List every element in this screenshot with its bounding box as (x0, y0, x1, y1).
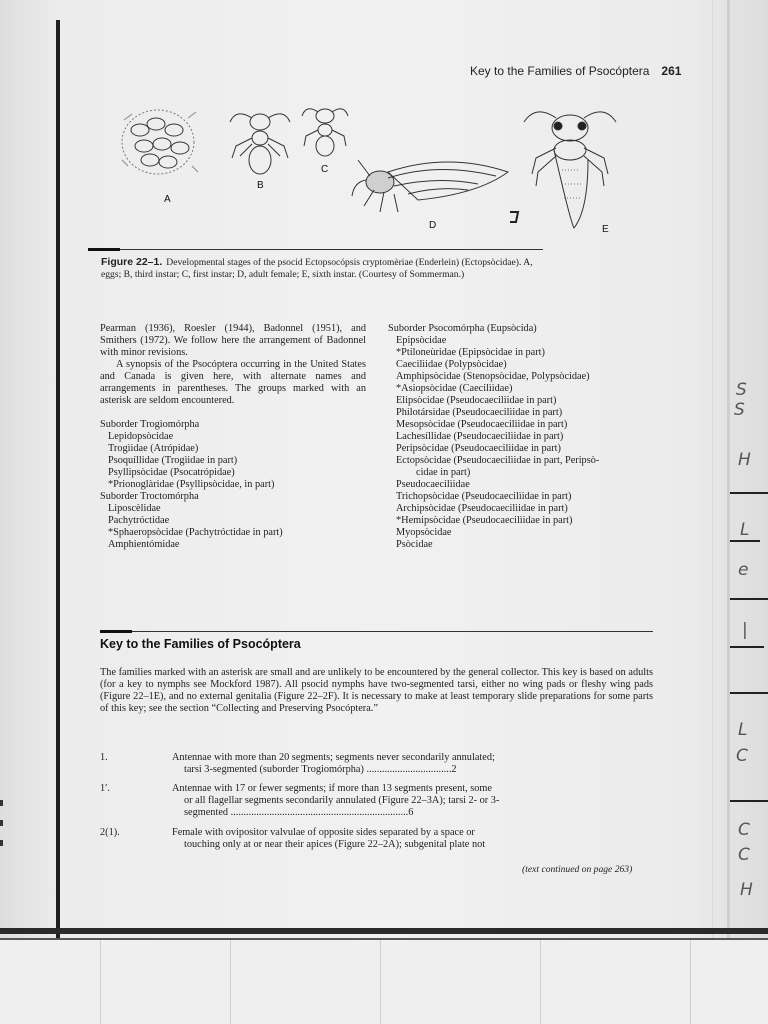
couplet-line: tarsi 3-segmented (suborder Trogiomórpha) .................................2 (184, 764, 457, 775)
sixth-instar-drawing (524, 112, 616, 228)
scanner-bed (0, 940, 768, 1024)
taxon-item: Liposcèlidae (108, 503, 161, 514)
key-section-rule-accent (100, 630, 132, 633)
left-column (100, 323, 366, 551)
continued-note: (text continued on page 263) (522, 864, 633, 875)
couplet-line: segmented .....................................................................6 (184, 807, 414, 818)
scale-mark (510, 212, 518, 222)
couplet-text (172, 783, 652, 819)
left-taxa-list (100, 419, 366, 551)
figure-22-1-illustration (118, 100, 648, 240)
key-section-heading: Key to the Families of Psocóptera (100, 637, 301, 651)
figure-label-a: A (164, 194, 171, 205)
taxon-item: Suborder Troctomórpha (100, 491, 199, 502)
taxon-item: Ectopsòcidae (Pseudocaecilìidae in part, Peripsò- (396, 455, 600, 466)
taxon-item: Myopsòcidae (396, 527, 452, 538)
figure-rule-accent (88, 248, 120, 251)
couplet-line: Female with ovipositor valvulae of opposite sides separated by a space or (172, 827, 475, 838)
figure-label-c: C (321, 164, 329, 175)
figure-caption-text: Developmental stages of the psocid Ectopsocópsis cryptomèriae (Enderlein) (Ectopsòcidae). A, eggs; B, third instar; C, first instar; D, adult female; E, sixth instar. (Courtesy of Sommerman.) (101, 257, 533, 280)
taxon-item: *Ptiloneùridae (Epipsòcidae in part) (396, 347, 545, 358)
taxon-item: Amphipsòcidae (Stenopsòcidae, Polypsòcidae) (396, 371, 590, 382)
couplet-number: 2(1). (100, 827, 120, 838)
taxon-item: Epipsòcidae (396, 335, 447, 346)
figure-caption (101, 256, 541, 281)
taxon-item: Pseudocaecilìidae (396, 479, 470, 490)
taxon-item: Trogìidae (Atrópidae) (108, 443, 199, 454)
taxon-item: Lachesíllidae (Pseudocaecilìidae in part) (396, 431, 564, 442)
taxon-item: Psoquíllidae (Trogìidae in part) (108, 455, 238, 466)
running-head-title: Key to the Families of Psocóptera (470, 64, 650, 78)
taxon-item: Caecilìidae (Polypsòcidae) (396, 359, 507, 370)
taxon-item: *Asiopsòcidae (Caecilìidae) (396, 383, 513, 394)
figure-rule (88, 249, 543, 250)
taxon-item: Psòcidae (396, 539, 433, 550)
couplet-line: Antennae with more than 20 segments; segments never secondarily annulated; (172, 752, 495, 763)
taxon-item: Archipsòcidae (Pseudocaecilìidae in part) (396, 503, 568, 514)
figure-number: Figure 22–1. (101, 256, 163, 268)
couplet-text (172, 752, 652, 776)
taxon-item: Mesopsòcidae (Pseudocaecilìidae in part) (396, 419, 568, 430)
key-intro-paragraph: The families marked with an asterisk are small and are unlikely to be encountered by the general collector. This key is based on adults (for a key to nymphs see Mockford 1987). All psocid nymphs have two-segmented tarsi, either no wing pads or fleshy wing pads (Figure 22–1E), and no external genitalia (Figure 22–2F). It is necessary to make at least temporary slide preparations for some parts of this key; see the section “Collecting and Preserving Psocóptera.” (100, 667, 653, 714)
first-instar-drawing (302, 109, 348, 156)
running-head (470, 64, 681, 78)
figure-label-b: B (257, 180, 264, 191)
right-column (388, 323, 688, 551)
taxon-item: Elipsòcidae (Pseudocaecilìidae in part) (396, 395, 557, 406)
taxon-item: Suborder Trogiomórpha (100, 419, 200, 430)
eggs-drawing (122, 110, 198, 174)
taxon-item: Trichopsòcidae (Pseudocaecilìidae in part) (396, 491, 572, 502)
page-number: 261 (661, 64, 682, 78)
left-paragraph-1: Pearman (1936), Roesler (1944), Badonnel (1951), and Smithers (1972). We follow here the arrangement of Badonnel with minor revisions. (100, 323, 366, 358)
couplet-line: touching only at or near their apices (Figure 22–2A); subgenital plate not (184, 839, 486, 850)
taxon-item: Peripsòcidae (Pseudocaecilìidae in part) (396, 443, 561, 454)
binding-marks (0, 800, 8, 880)
page-binding-edge (56, 20, 60, 942)
couplet-line: or all flagellar segments secondarily annulated (Figure 22–3A); tarsi 2- or 3- (184, 795, 500, 806)
taxon-item: Psyllipsòcidae (Psocatrópidae) (108, 467, 235, 478)
key-section-rule (100, 631, 653, 632)
scanner-bottom-edge (0, 928, 768, 934)
couplet-number: 1. (100, 752, 108, 763)
taxon-item: Amphientómidae (108, 539, 180, 550)
figure-label-e: E (602, 224, 609, 235)
page-edge-line (712, 0, 713, 1024)
taxon-item: Philotársidae (Pseudocaecilìidae in part) (396, 407, 563, 418)
taxon-item: cidae in part) (416, 467, 471, 478)
third-instar-drawing (230, 114, 290, 174)
taxon-item: *Prionoglàridae (Psyllipsòcidae, in part) (108, 479, 275, 490)
taxon-item: Pachytróctidae (108, 515, 170, 526)
couplet-line: Antennae with 17 or fewer segments; if more than 13 segments present, some (172, 783, 492, 794)
taxon-item: Lepidopsòcidae (108, 431, 174, 442)
margin-handwriting: S S H L e | L C C C H (730, 370, 768, 930)
figure-label-d: D (429, 220, 437, 231)
couplet-number: 1′. (100, 783, 110, 794)
adult-female-drawing (352, 160, 508, 212)
left-paragraph-2: A synopsis of the Psocóptera occurring in the United States and Canada is given here, with alternate names and arrangements in parentheses. The groups marked with an asterisk are seldom encountered. (100, 359, 366, 406)
taxon-item: Suborder Psocomórpha (Eupsòcida) (388, 323, 537, 334)
couplet-text (172, 827, 652, 851)
right-taxa-list (388, 323, 688, 551)
taxon-item: *Hemipsòcidae (Pseudocaecilìidae in part) (396, 515, 573, 526)
taxon-item: *Sphaeropsòcidae (Pachytróctidae in part) (108, 527, 283, 538)
